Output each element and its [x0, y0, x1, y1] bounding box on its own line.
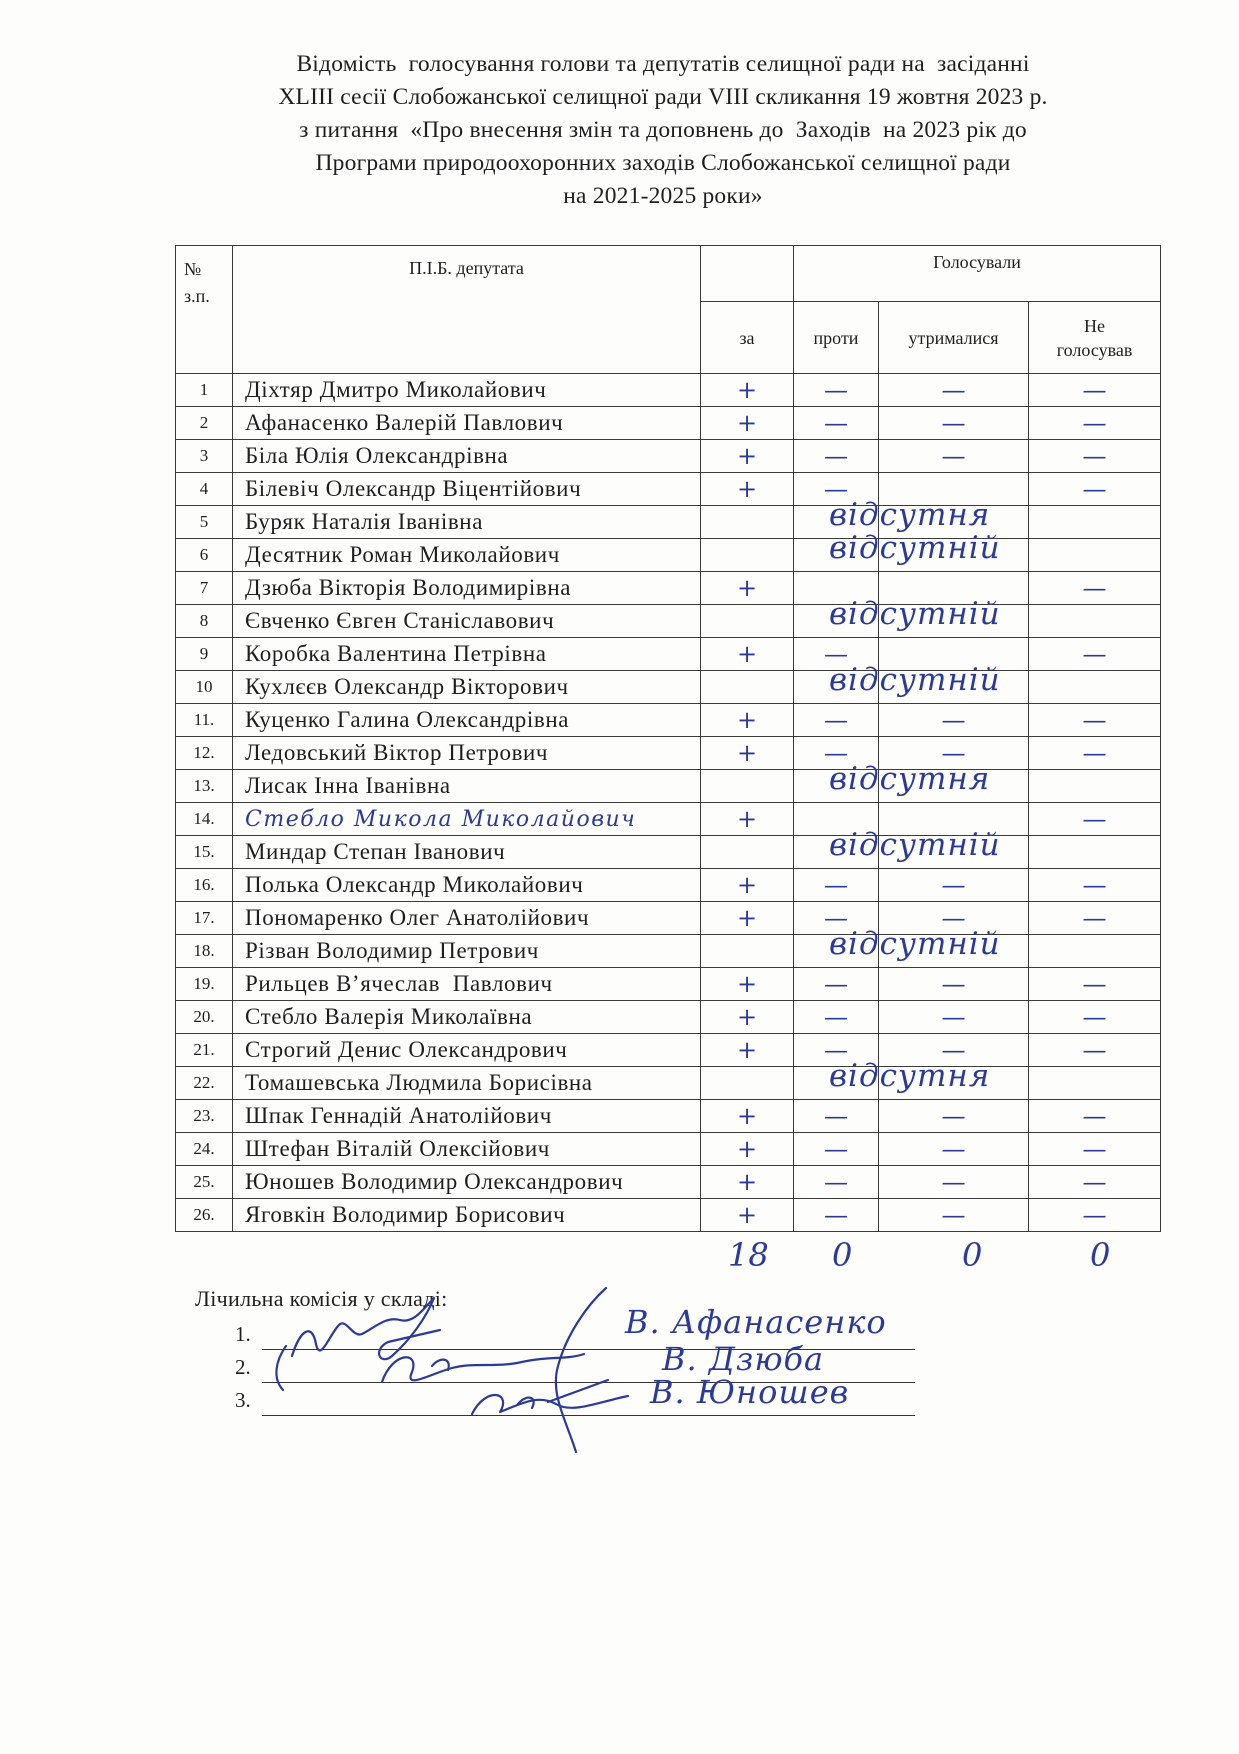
- header-number-abbr: з.п.: [184, 286, 210, 306]
- member-name: В. Афанасенко: [625, 1303, 887, 1341]
- vote-for-mark: +: [701, 968, 794, 1001]
- title-line: Програми природоохоронних заходів Слобожанської селищної ради: [315, 150, 1011, 176]
- vote-not-voted-mark: —: [1029, 869, 1161, 902]
- vote-for-mark: +: [701, 1100, 794, 1133]
- table-row: [176, 968, 1161, 1001]
- row-number: 3: [176, 440, 233, 473]
- vote-not-voted-mark: [1029, 935, 1161, 968]
- vote-for-mark: [701, 605, 794, 638]
- table-row: [176, 869, 1161, 902]
- row-number: 2: [176, 407, 233, 440]
- header-empty-cell: [701, 246, 794, 302]
- table-row: [176, 770, 1161, 803]
- table-row: [176, 1067, 1161, 1100]
- total-for: 18: [728, 1236, 769, 1274]
- deputy-name: Дзюба Вікторія Володимирівна: [233, 572, 701, 605]
- vote-not-voted-mark: [1029, 770, 1161, 803]
- vote-against-mark: [794, 1058, 991, 1100]
- row-number: 6: [176, 539, 233, 572]
- table-row: [176, 1034, 1161, 1067]
- header-row: [176, 246, 1161, 302]
- table-row: [176, 1199, 1161, 1232]
- vote-for-mark: +: [701, 374, 794, 407]
- vote-not-voted-mark: —: [1029, 737, 1161, 770]
- vote-not-voted-mark: —: [1029, 902, 1161, 935]
- header-number: [176, 246, 233, 374]
- vote-not-voted-mark: —: [1029, 1199, 1161, 1232]
- vote-for-mark: +: [701, 803, 794, 836]
- vote-not-voted-mark: [1029, 671, 1161, 704]
- header-deputy-name: П.І.Б. депутата: [233, 246, 701, 374]
- vote-abstained-mark: —: [879, 704, 1029, 737]
- vote-for-mark: +: [701, 440, 794, 473]
- vote-for-mark: [701, 770, 794, 803]
- header-not-voted-line1: Не: [1084, 315, 1105, 336]
- row-number: 5: [176, 506, 233, 539]
- vote-against-mark: —: [794, 374, 879, 407]
- row-number: 4: [176, 473, 233, 506]
- vote-not-voted-mark: —: [1029, 968, 1161, 1001]
- table-row: [176, 1166, 1161, 1199]
- vote-not-voted-mark: —: [1029, 803, 1161, 836]
- deputy-name: Миндар Степан Іванович: [233, 836, 701, 869]
- vote-abstained-mark: —: [879, 1199, 1029, 1232]
- deputy-name: Буряк Наталія Іванівна: [233, 506, 701, 539]
- row-number: 26.: [176, 1199, 233, 1232]
- row-number: 21.: [176, 1034, 233, 1067]
- vote-not-voted-mark: [1029, 1067, 1161, 1100]
- deputy-name: Куценко Галина Олександрівна: [233, 704, 701, 737]
- row-number: 9: [176, 638, 233, 671]
- vote-against-mark: [794, 761, 991, 803]
- table-row: [176, 638, 1161, 671]
- vote-for-mark: +: [701, 473, 794, 506]
- vote-for-mark: [701, 539, 794, 572]
- title-line: Відомість голосування голови та депутатів селищної ради на засіданні: [296, 51, 1030, 77]
- vote-for-mark: +: [701, 1166, 794, 1199]
- total-against: 0: [832, 1236, 853, 1274]
- vote-against-mark: —: [794, 1166, 879, 1199]
- row-number: 12.: [176, 737, 233, 770]
- vote-for-mark: +: [701, 638, 794, 671]
- vote-abstained-mark: —: [879, 374, 1029, 407]
- vote-against-mark: [794, 827, 1001, 869]
- vote-against-mark: —: [794, 407, 879, 440]
- vote-for-mark: [701, 506, 794, 539]
- deputy-name: Ледовський Віктор Петрович: [233, 737, 701, 770]
- row-number: 24.: [176, 1133, 233, 1166]
- title-line: з питання «Про внесення змін та доповнень до Заходів на 2023 рік до: [299, 117, 1027, 143]
- absent-note: відсутній: [829, 596, 1001, 632]
- vote-not-voted-mark: [1029, 836, 1161, 869]
- vote-for-mark: [701, 836, 794, 869]
- deputy-name: Рильцев В’ячеслав Павлович: [233, 968, 701, 1001]
- member-name: В. Юношев: [650, 1373, 850, 1411]
- deputy-name: Кухлєєв Олександр Вікторович: [233, 671, 701, 704]
- vote-abstained-mark: —: [879, 407, 1029, 440]
- row-number: 1: [176, 374, 233, 407]
- vote-for-mark: +: [701, 572, 794, 605]
- table-row: [176, 836, 1161, 869]
- deputy-name: Штефан Віталій Олексійович: [233, 1133, 701, 1166]
- vote-against-mark: —: [794, 1100, 879, 1133]
- row-number: 13.: [176, 770, 233, 803]
- signature-2: [382, 1354, 584, 1382]
- deputy-name: Євченко Євген Станіславович: [233, 605, 701, 638]
- vote-not-voted-mark: —: [1029, 440, 1161, 473]
- deputy-name: Лисак Інна Іванівна: [233, 770, 701, 803]
- vote-for-mark: +: [701, 737, 794, 770]
- header-abstained: утрималися: [879, 302, 1029, 374]
- header-not-voted: [1029, 302, 1161, 374]
- vote-against-mark: —: [794, 638, 879, 671]
- absent-note: відсутня: [829, 497, 991, 533]
- vote-not-voted-mark: [1029, 506, 1161, 539]
- absent-note: відсутній: [829, 662, 1001, 698]
- vote-against-mark: —: [794, 1199, 879, 1232]
- vote-against-mark: —: [794, 473, 879, 506]
- table-row: [176, 737, 1161, 770]
- vote-not-voted-mark: —: [1029, 1166, 1161, 1199]
- vote-not-voted-mark: [1029, 539, 1161, 572]
- vote-abstained-mark: —: [879, 1166, 1029, 1199]
- row-number: 25.: [176, 1166, 233, 1199]
- deputy-name: Коробка Валентина Петрівна: [233, 638, 701, 671]
- deputy-name: Білевіч Олександр Віцентійович: [233, 473, 701, 506]
- deputy-name: Афанасенко Валерій Павлович: [233, 407, 701, 440]
- vote-not-voted-mark: —: [1029, 374, 1161, 407]
- vote-for-mark: +: [701, 1133, 794, 1166]
- vote-against-mark: —: [794, 902, 879, 935]
- deputy-name-handwritten: Стебло Микола Миколайович: [233, 803, 701, 836]
- signature-3: [472, 1395, 628, 1414]
- vote-against-mark: —: [794, 1034, 879, 1067]
- vote-for-mark: [701, 1067, 794, 1100]
- deputy-name: Строгий Денис Олександрович: [233, 1034, 701, 1067]
- absent-note: відсутній: [829, 530, 1001, 566]
- vote-for-mark: +: [701, 407, 794, 440]
- absent-note: відсутня: [829, 1058, 991, 1094]
- vote-for-mark: [701, 935, 794, 968]
- table-row: [176, 605, 1161, 638]
- voting-table: [175, 245, 1161, 1232]
- vote-against-mark: —: [794, 869, 879, 902]
- title-line: на 2021-2025 роки»: [563, 183, 763, 209]
- deputy-name: Біла Юлія Олександрівна: [233, 440, 701, 473]
- deputy-name: Стебло Валерія Миколаївна: [233, 1001, 701, 1034]
- row-number: 18.: [176, 935, 233, 968]
- vote-not-voted-mark: —: [1029, 1133, 1161, 1166]
- table-row: [176, 935, 1161, 968]
- vote-not-voted-mark: —: [1029, 1100, 1161, 1133]
- header-number-symbol: №: [184, 259, 202, 279]
- deputy-name: Шпак Геннадій Анатолійович: [233, 1100, 701, 1133]
- table-row: [176, 803, 1161, 836]
- table-row: [176, 704, 1161, 737]
- row-number: 7: [176, 572, 233, 605]
- deputy-name: Десятник Роман Миколайович: [233, 539, 701, 572]
- absent-note: відсутній: [829, 827, 1001, 863]
- vote-for-mark: +: [701, 1034, 794, 1067]
- vote-against-mark: —: [794, 968, 879, 1001]
- row-number: 22.: [176, 1067, 233, 1100]
- table-row: [176, 473, 1161, 506]
- vote-not-voted-mark: —: [1029, 638, 1161, 671]
- vote-against-mark: —: [794, 1133, 879, 1166]
- vote-abstained-mark: —: [879, 1001, 1029, 1034]
- vote-abstained-mark: —: [879, 902, 1029, 935]
- row-number: 15.: [176, 836, 233, 869]
- row-number: 17.: [176, 902, 233, 935]
- vote-abstained-mark: —: [879, 737, 1029, 770]
- deputy-name: Пономаренко Олег Анатолійович: [233, 902, 701, 935]
- member-number: 1.: [235, 1322, 251, 1346]
- header-against: проти: [794, 302, 879, 374]
- row-number: 11.: [176, 704, 233, 737]
- vote-for-mark: +: [701, 1199, 794, 1232]
- deputy-name: Різван Володимир Петрович: [233, 935, 701, 968]
- vote-not-voted-mark: —: [1029, 1034, 1161, 1067]
- deputy-name: Яговкін Володимир Борисович: [233, 1199, 701, 1232]
- deputy-name: Томашевська Людмила Борисівна: [233, 1067, 701, 1100]
- deputy-name: Діхтяр Дмитро Миколайович: [233, 374, 701, 407]
- row-number: 20.: [176, 1001, 233, 1034]
- vote-abstained-mark: —: [879, 968, 1029, 1001]
- table-row: [176, 1001, 1161, 1034]
- table-row: [176, 1133, 1161, 1166]
- row-number: 19.: [176, 968, 233, 1001]
- table-row: [176, 902, 1161, 935]
- vote-for-mark: +: [701, 1001, 794, 1034]
- vote-not-voted-mark: [1029, 605, 1161, 638]
- vote-abstained-mark: —: [879, 1100, 1029, 1133]
- vote-abstained-mark: —: [879, 1133, 1029, 1166]
- vote-against-mark: —: [794, 704, 879, 737]
- vote-for-mark: +: [701, 869, 794, 902]
- vote-against-mark: —: [794, 737, 879, 770]
- total-not-voted: 0: [1090, 1236, 1111, 1274]
- vote-against-mark: —: [794, 1001, 879, 1034]
- table-row: [176, 539, 1161, 572]
- vote-against-mark: [794, 596, 1001, 638]
- vote-against-mark: [794, 530, 1001, 572]
- vote-abstained-mark: —: [879, 440, 1029, 473]
- vote-not-voted-mark: —: [1029, 473, 1161, 506]
- member-number: 2.: [235, 1355, 251, 1379]
- total-abstained: 0: [962, 1236, 983, 1274]
- vote-not-voted-mark: —: [1029, 704, 1161, 737]
- vote-for-mark: +: [701, 902, 794, 935]
- table-row: [176, 1100, 1161, 1133]
- vote-against-mark: [794, 926, 1001, 968]
- table-row: [176, 407, 1161, 440]
- header-not-voted-line2: голосував: [1056, 339, 1133, 360]
- member-name: В. Дзюба: [662, 1340, 825, 1378]
- row-number: 23.: [176, 1100, 233, 1133]
- vote-abstained-mark: —: [879, 869, 1029, 902]
- signature-long-stroke: [548, 1288, 608, 1452]
- header-for: за: [701, 302, 794, 374]
- table-body: [176, 374, 1161, 1232]
- vote-for-mark: +: [701, 704, 794, 737]
- table-row: [176, 671, 1161, 704]
- absent-note: відсутній: [829, 926, 1001, 962]
- member-number: 3.: [235, 1388, 251, 1412]
- row-number: 14.: [176, 803, 233, 836]
- vote-not-voted-mark: —: [1029, 1001, 1161, 1034]
- vote-for-mark: [701, 671, 794, 704]
- title-line: XLIII сесії Слобожанської селищної ради VIII скликання 19 жовтня 2023 р.: [278, 84, 1048, 110]
- deputy-name: Полька Олександр Миколайович: [233, 869, 701, 902]
- vote-not-voted-mark: —: [1029, 572, 1161, 605]
- row-number: 8: [176, 605, 233, 638]
- absent-note: відсутня: [829, 761, 991, 797]
- row-number: 10: [176, 671, 233, 704]
- vote-against-mark: [794, 662, 1001, 704]
- vote-against-mark: —: [794, 440, 879, 473]
- table-row: [176, 506, 1161, 539]
- table-row: [176, 440, 1161, 473]
- commission-label: Лічильна комісія у складі:: [195, 1286, 448, 1311]
- row-number: 16.: [176, 869, 233, 902]
- vote-not-voted-mark: —: [1029, 407, 1161, 440]
- signature-line: [262, 1415, 915, 1416]
- header-voted: Голосували: [794, 246, 1161, 302]
- table-row: [176, 374, 1161, 407]
- table-row: [176, 572, 1161, 605]
- deputy-name: Юношев Володимир Олександрович: [233, 1166, 701, 1199]
- vote-abstained-mark: —: [879, 1034, 1029, 1067]
- document-title: [88, 48, 1238, 213]
